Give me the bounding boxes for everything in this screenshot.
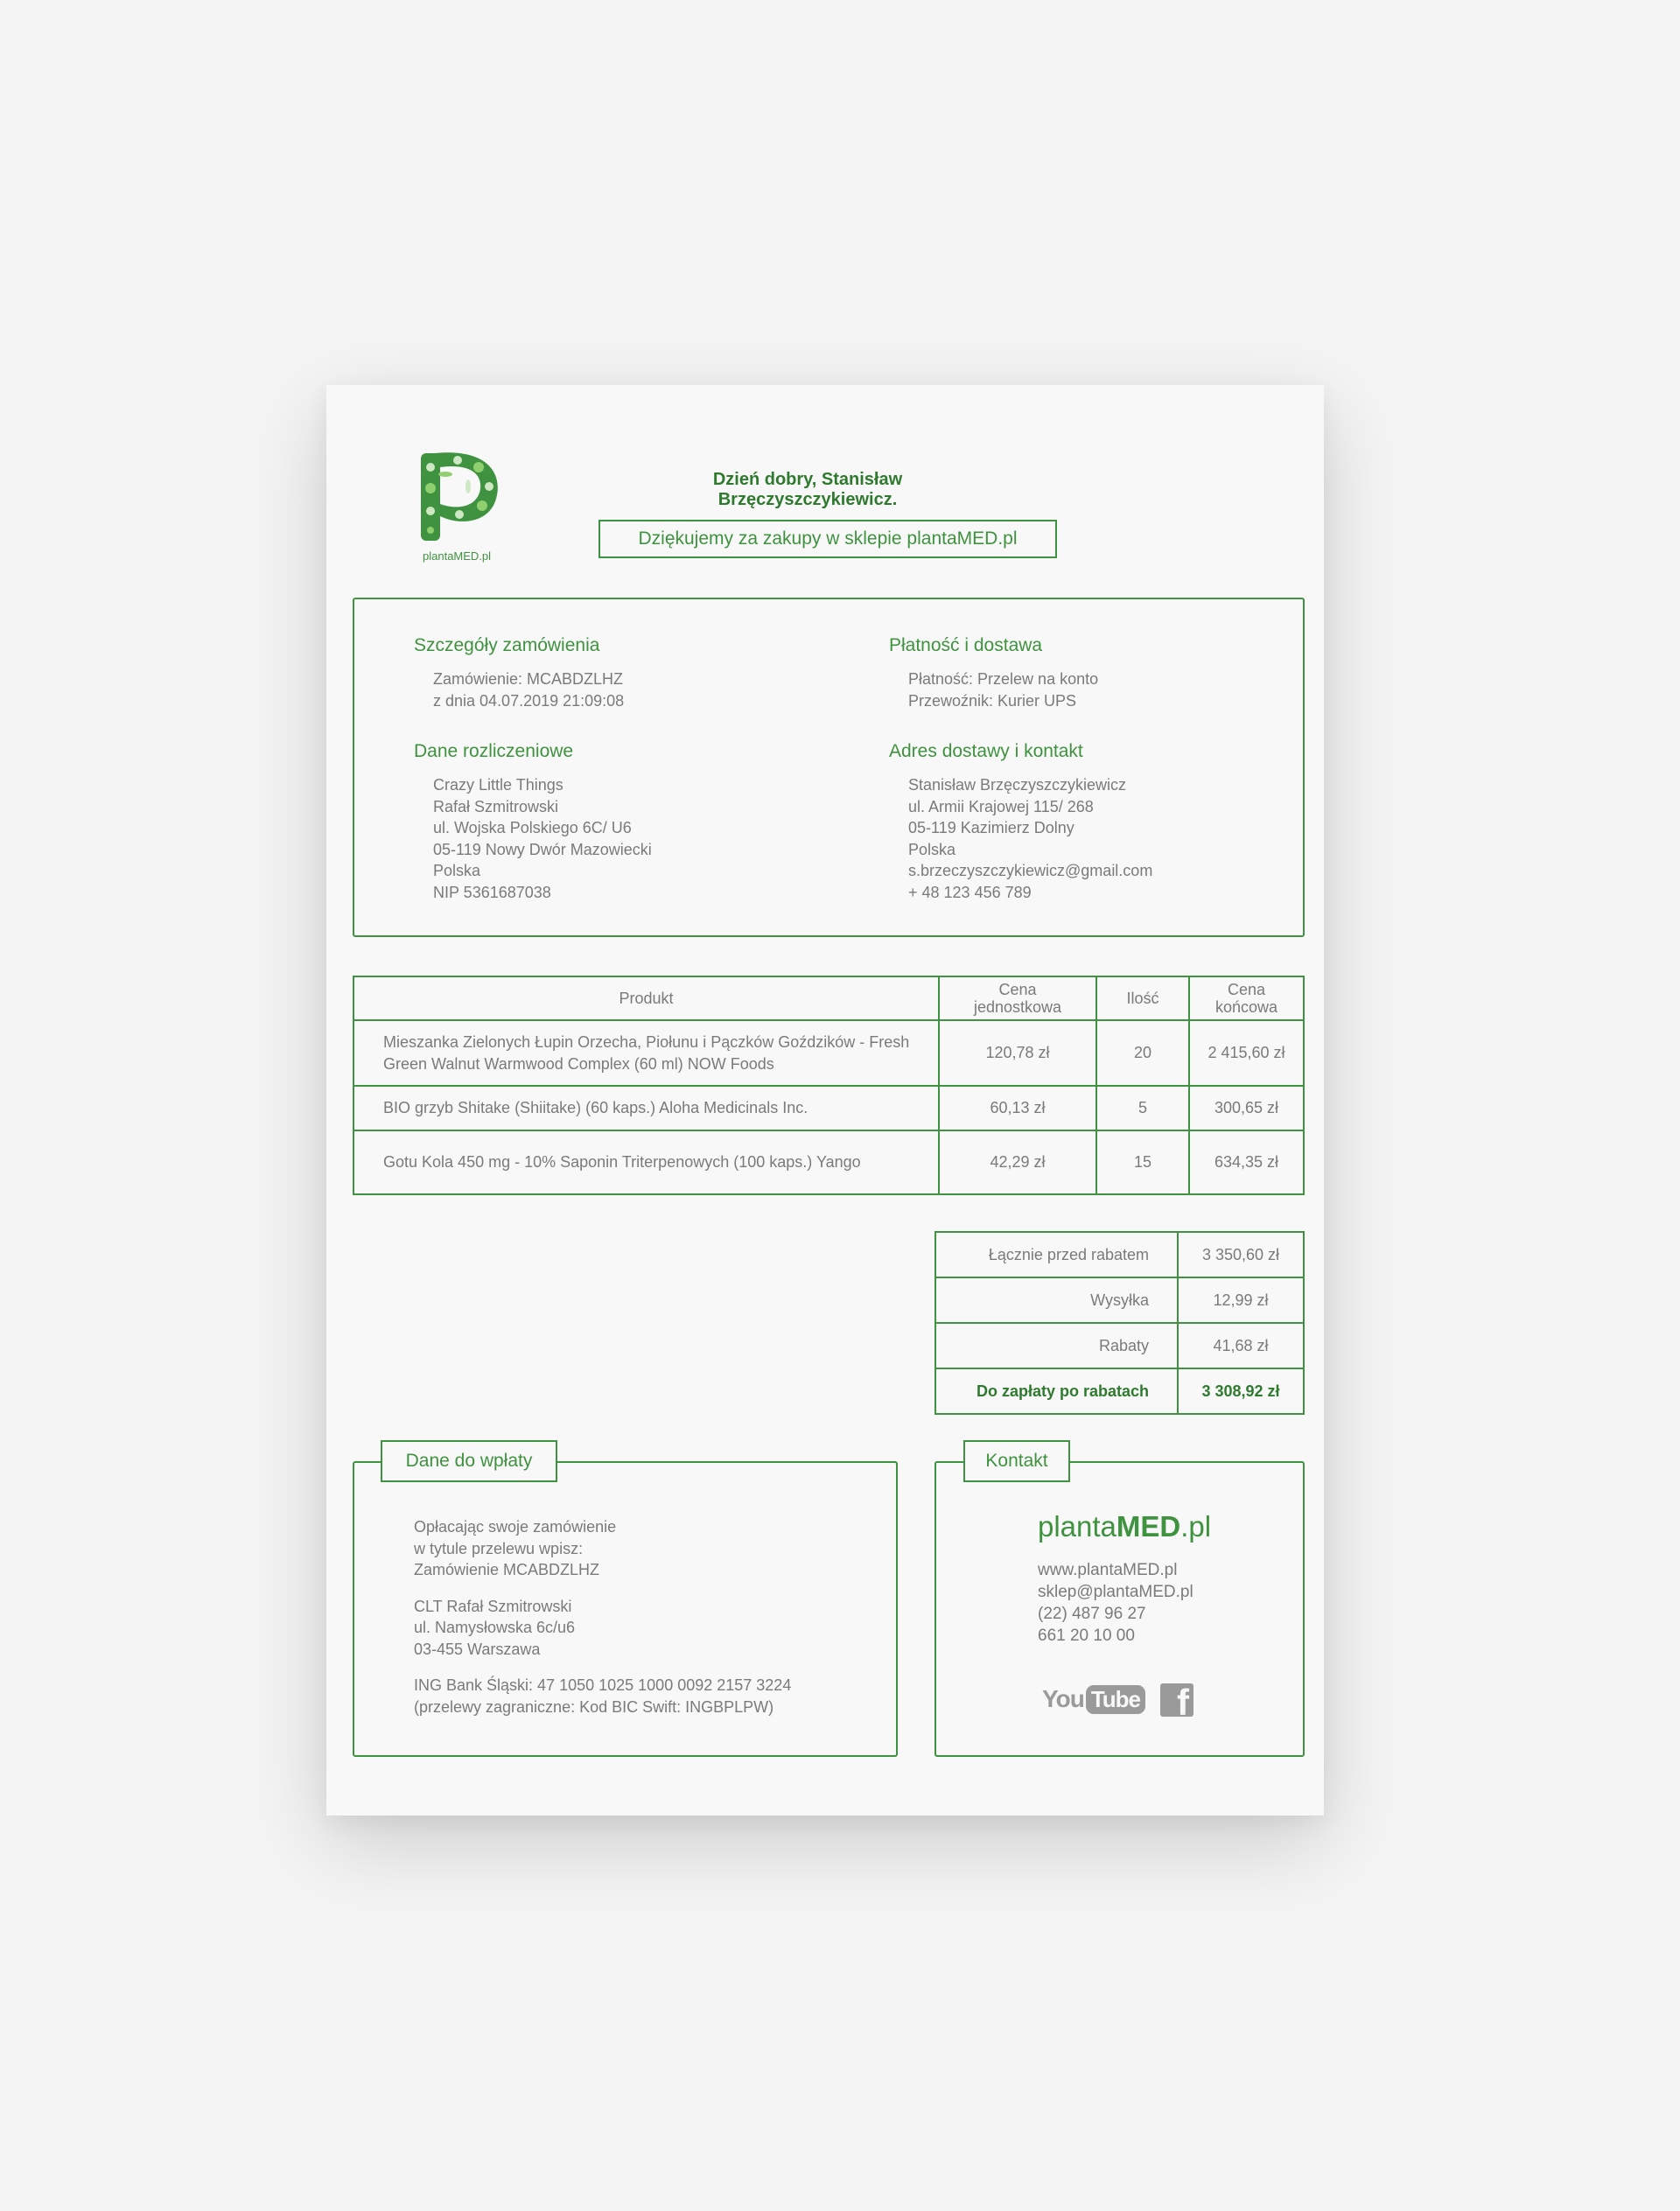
contact-lines bbox=[1038, 1559, 1194, 1647]
totals-row bbox=[935, 1323, 1304, 1368]
brand-planta: planta bbox=[1038, 1510, 1116, 1543]
totals-row bbox=[935, 1232, 1304, 1277]
product-unit-price: 120,78 zł bbox=[939, 1020, 1096, 1086]
shipping-title: Adres dostawy i kontakt bbox=[889, 741, 1083, 761]
product-name: Mieszanka Zielonych Łupin Orzecha, Piołunu i Pączków Goździków - Fresh Green Walnut Warmwood Complex (60 ml) NOW Foods bbox=[354, 1020, 939, 1086]
product-total: 300,65 zł bbox=[1189, 1086, 1304, 1130]
order-date: z dnia 04.07.2019 21:09:08 bbox=[433, 691, 625, 710]
subtotal-label: Łącznie przed rabatem bbox=[935, 1232, 1178, 1277]
product-qty: 20 bbox=[1096, 1020, 1189, 1086]
youtube-icon[interactable] bbox=[1042, 1682, 1145, 1717]
shipping-lines bbox=[908, 774, 1152, 903]
youtube-you-text: You bbox=[1042, 1685, 1084, 1712]
brand-domain: .pl bbox=[1180, 1510, 1212, 1543]
product-unit-price: 60,13 zł bbox=[939, 1086, 1096, 1130]
carrier: Przewoźnik: Kurier UPS bbox=[908, 691, 1077, 710]
shipping-cost-label: Wysyłka bbox=[935, 1277, 1178, 1323]
contact-email[interactable]: sklep@plantaMED.pl bbox=[1038, 1583, 1194, 1601]
contact-phone: (22) 487 96 27 bbox=[1038, 1605, 1146, 1623]
shipping-line: 05-119 Kazimierz Dolny bbox=[908, 819, 1074, 836]
payment-delivery-title: Płatność i dostawa bbox=[889, 635, 1043, 655]
payment-info-line: w tytule przelewu wpisz: bbox=[414, 1539, 584, 1557]
payment-info-line: Opłacając swoje zamówienie bbox=[414, 1518, 617, 1536]
contact-mobile: 661 20 10 00 bbox=[1038, 1627, 1135, 1645]
planta-logo bbox=[405, 448, 528, 563]
subtotal-value: 3 350,60 zł bbox=[1178, 1232, 1304, 1277]
payment-info-line: CLT Rafał Szmitrowski bbox=[414, 1597, 572, 1615]
header-product: Produkt bbox=[354, 976, 939, 1020]
billing-lines bbox=[433, 774, 652, 903]
shipping-line: Polska bbox=[908, 840, 956, 858]
header-qty: Ilość bbox=[1096, 976, 1189, 1020]
products-header-row bbox=[354, 976, 1304, 1020]
payment-info-line: 03-455 Warszawa bbox=[414, 1640, 541, 1658]
totals-row bbox=[935, 1277, 1304, 1323]
contact-legend: Kontakt bbox=[963, 1440, 1070, 1482]
invoice-sheet bbox=[326, 385, 1324, 1816]
header-unit-price bbox=[939, 976, 1096, 1020]
billing-title: Dane rozliczeniowe bbox=[414, 741, 574, 761]
header-total bbox=[1189, 976, 1304, 1020]
product-unit-price: 42,29 zł bbox=[939, 1130, 1096, 1194]
amount-due-label: Do zapłaty po rabatach bbox=[935, 1368, 1178, 1414]
discount-label: Rabaty bbox=[935, 1323, 1178, 1368]
shipping-phone: + 48 123 456 789 bbox=[908, 883, 1032, 901]
amount-due-value: 3 308,92 zł bbox=[1178, 1368, 1304, 1414]
header-total-label: Cena końcowa bbox=[1214, 981, 1278, 1016]
product-name: Gotu Kola 450 mg - 10% Saponin Triterpenowych (100 kaps.) Yango bbox=[354, 1130, 939, 1194]
product-total: 2 415,60 zł bbox=[1189, 1020, 1304, 1086]
totals-table bbox=[934, 1231, 1305, 1415]
payment-delivery-lines bbox=[908, 668, 1098, 711]
logo-text: plantaMED.pl bbox=[423, 549, 492, 563]
logo-p-icon bbox=[405, 448, 528, 563]
greeting: Dzień dobry, Stanisław Brzęczyszczykiewicz. bbox=[712, 470, 903, 509]
facebook-letter: f bbox=[1177, 1683, 1189, 1717]
facebook-icon[interactable] bbox=[1160, 1683, 1194, 1717]
contact-brand bbox=[1038, 1510, 1211, 1543]
order-number: Zamówienie: MCABDZLHZ bbox=[433, 670, 624, 688]
payment-info-line: Zamówienie MCABDZLHZ bbox=[414, 1561, 600, 1578]
shipping-cost-value: 12,99 zł bbox=[1178, 1277, 1304, 1323]
discount-value: 41,68 zł bbox=[1178, 1323, 1304, 1368]
bank-account: ING Bank Śląski: 47 1050 1025 1000 0092 2157 3224 bbox=[414, 1676, 792, 1694]
payment-info-legend: Dane do wpłaty bbox=[381, 1440, 557, 1482]
payment-info-line: ul. Namysłowska 6c/u6 bbox=[414, 1619, 576, 1636]
totals-row-final bbox=[935, 1368, 1304, 1414]
product-name: BIO grzyb Shitake (Shiitake) (60 kaps.) Aloha Medicinals Inc. bbox=[354, 1086, 939, 1130]
shipping-line: Stanisław Brzęczyszczykiewicz bbox=[908, 776, 1127, 794]
billing-line: NIP 5361687038 bbox=[433, 883, 551, 901]
payment-info-text bbox=[414, 1516, 791, 1718]
products-table bbox=[353, 976, 1305, 1195]
billing-line: 05-119 Nowy Dwór Mazowiecki bbox=[433, 840, 652, 858]
table-row bbox=[354, 1086, 1304, 1130]
payment-method: Płatność: Przelew na konto bbox=[908, 670, 1099, 688]
product-qty: 15 bbox=[1096, 1130, 1189, 1194]
billing-line: Polska bbox=[433, 862, 481, 879]
header-unit-price-label: Cena jednostkowa bbox=[973, 981, 1062, 1016]
contact-website[interactable]: www.plantaMED.pl bbox=[1038, 1561, 1178, 1579]
table-row bbox=[354, 1130, 1304, 1194]
youtube-tube-text: Tube bbox=[1086, 1685, 1145, 1714]
order-details-lines bbox=[433, 668, 624, 711]
product-total: 634,35 zł bbox=[1189, 1130, 1304, 1194]
billing-line: Crazy Little Things bbox=[433, 776, 564, 794]
product-qty: 5 bbox=[1096, 1086, 1189, 1130]
order-details-title: Szczegóły zamówienia bbox=[414, 635, 600, 655]
shipping-line: ul. Armii Krajowej 115/ 268 bbox=[908, 797, 1094, 815]
bank-swift: (przelewy zagraniczne: Kod BIC Swift: INGBPLPW) bbox=[414, 1697, 774, 1716]
billing-line: Rafał Szmitrowski bbox=[433, 797, 559, 815]
shipping-email: s.brzeczyszczykiewicz@gmail.com bbox=[908, 862, 1153, 879]
thanks-banner: Dziękujemy za zakupy w sklepie plantaMED.pl bbox=[598, 520, 1057, 558]
billing-line: ul. Wojska Polskiego 6C/ U6 bbox=[433, 819, 632, 836]
brand-med: MED bbox=[1116, 1510, 1181, 1543]
table-row bbox=[354, 1020, 1304, 1086]
